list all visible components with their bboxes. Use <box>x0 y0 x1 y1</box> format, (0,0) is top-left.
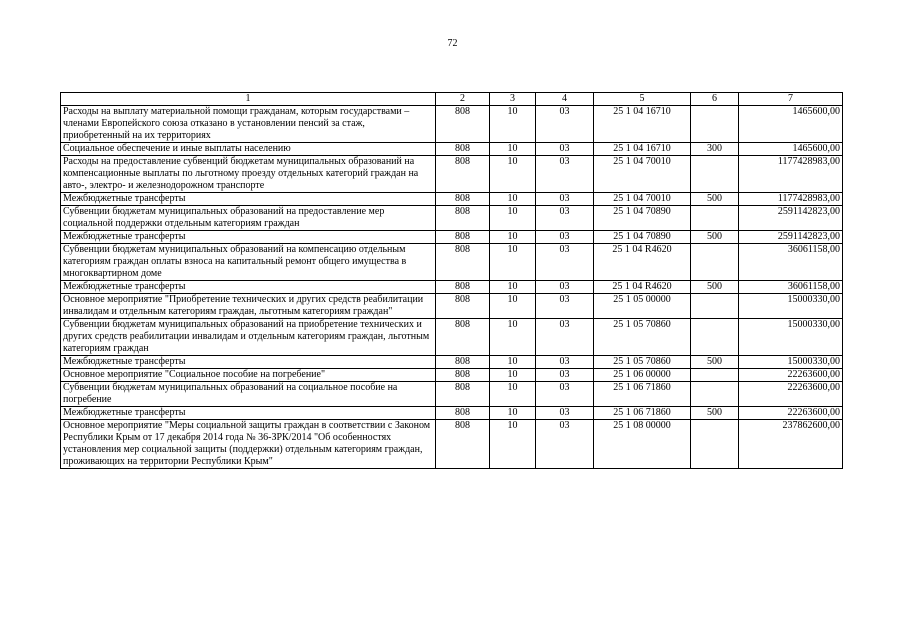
row-amount: 1465600,00 <box>739 143 843 156</box>
row-ved-code: 808 <box>436 206 490 231</box>
table-row <box>61 244 843 281</box>
row-subsection-code: 03 <box>536 193 594 206</box>
row-subsection-code: 03 <box>536 231 594 244</box>
column-header-2: 2 <box>436 93 490 106</box>
table-row <box>61 294 843 319</box>
row-target-article-code: 25 1 04 R4620 <box>594 281 691 294</box>
table-row <box>61 231 843 244</box>
row-target-article-code: 25 1 05 00000 <box>594 294 691 319</box>
row-target-article-code: 25 1 06 00000 <box>594 369 691 382</box>
row-expense-type-code <box>691 106 739 143</box>
row-amount: 15000330,00 <box>739 319 843 356</box>
row-name: Расходы на выплату материальной помощи гражданам, которым государствами – членами Европейского союза отказано в установлении пенсий за стаж, приобретенный на их территориях <box>61 106 436 143</box>
row-target-article-code: 25 1 04 16710 <box>594 106 691 143</box>
row-amount: 1177428983,00 <box>739 193 843 206</box>
row-amount: 36061158,00 <box>739 244 843 281</box>
row-name: Субвенции бюджетам муниципальных образований на приобретение технических и других средств реабилитации инвалидам и отдельным категориям граждан, льготным категориям граждан <box>61 319 436 356</box>
row-target-article-code: 25 1 04 16710 <box>594 143 691 156</box>
row-section-code: 10 <box>490 356 536 369</box>
row-name: Основное мероприятие "Приобретение технических и других средств реабилитации инвалидам и отдельным категориям граждан, льготным категориям граждан" <box>61 294 436 319</box>
row-section-code: 10 <box>490 281 536 294</box>
table-row <box>61 193 843 206</box>
row-amount: 2591142823,00 <box>739 206 843 231</box>
row-subsection-code: 03 <box>536 382 594 407</box>
row-expense-type-code <box>691 294 739 319</box>
column-header-1: 1 <box>61 93 436 106</box>
row-section-code: 10 <box>490 244 536 281</box>
row-ved-code: 808 <box>436 193 490 206</box>
row-section-code: 10 <box>490 231 536 244</box>
row-subsection-code: 03 <box>536 143 594 156</box>
row-expense-type-code <box>691 369 739 382</box>
row-subsection-code: 03 <box>536 407 594 420</box>
row-subsection-code: 03 <box>536 420 594 469</box>
row-expense-type-code <box>691 420 739 469</box>
column-header-6: 6 <box>691 93 739 106</box>
row-ved-code: 808 <box>436 294 490 319</box>
row-subsection-code: 03 <box>536 106 594 143</box>
row-name: Межбюджетные трансферты <box>61 193 436 206</box>
row-amount: 36061158,00 <box>739 281 843 294</box>
column-header-4: 4 <box>536 93 594 106</box>
row-section-code: 10 <box>490 407 536 420</box>
row-target-article-code: 25 1 05 70860 <box>594 356 691 369</box>
row-amount: 2591142823,00 <box>739 231 843 244</box>
table-row <box>61 206 843 231</box>
row-expense-type-code <box>691 382 739 407</box>
table-row <box>61 356 843 369</box>
row-amount: 1465600,00 <box>739 106 843 143</box>
row-target-article-code: 25 1 04 70010 <box>594 193 691 206</box>
row-section-code: 10 <box>490 206 536 231</box>
row-expense-type-code <box>691 244 739 281</box>
row-section-code: 10 <box>490 106 536 143</box>
column-header-5: 5 <box>594 93 691 106</box>
row-ved-code: 808 <box>436 319 490 356</box>
row-expense-type-code <box>691 156 739 193</box>
table-row <box>61 106 843 143</box>
row-expense-type-code: 500 <box>691 281 739 294</box>
row-subsection-code: 03 <box>536 319 594 356</box>
row-section-code: 10 <box>490 294 536 319</box>
budget-table <box>60 92 843 469</box>
row-amount: 1177428983,00 <box>739 156 843 193</box>
row-expense-type-code: 500 <box>691 356 739 369</box>
table-row <box>61 382 843 407</box>
table-row <box>61 156 843 193</box>
row-section-code: 10 <box>490 193 536 206</box>
row-ved-code: 808 <box>436 356 490 369</box>
row-ved-code: 808 <box>436 143 490 156</box>
row-section-code: 10 <box>490 143 536 156</box>
row-name: Межбюджетные трансферты <box>61 407 436 420</box>
table-row <box>61 143 843 156</box>
row-section-code: 10 <box>490 420 536 469</box>
row-ved-code: 808 <box>436 420 490 469</box>
page-number: 72 <box>447 38 458 49</box>
row-amount: 15000330,00 <box>739 294 843 319</box>
table-row <box>61 369 843 382</box>
row-subsection-code: 03 <box>536 206 594 231</box>
row-subsection-code: 03 <box>536 281 594 294</box>
row-ved-code: 808 <box>436 382 490 407</box>
row-expense-type-code: 500 <box>691 231 739 244</box>
row-ved-code: 808 <box>436 281 490 294</box>
row-name: Межбюджетные трансферты <box>61 281 436 294</box>
row-amount: 22263600,00 <box>739 369 843 382</box>
row-ved-code: 808 <box>436 106 490 143</box>
row-subsection-code: 03 <box>536 294 594 319</box>
row-name: Межбюджетные трансферты <box>61 231 436 244</box>
table-row <box>61 281 843 294</box>
table-body <box>61 106 843 469</box>
row-target-article-code: 25 1 04 70010 <box>594 156 691 193</box>
row-subsection-code: 03 <box>536 156 594 193</box>
row-target-article-code: 25 1 08 00000 <box>594 420 691 469</box>
table-row <box>61 407 843 420</box>
row-ved-code: 808 <box>436 369 490 382</box>
row-section-code: 10 <box>490 382 536 407</box>
row-target-article-code: 25 1 04 70890 <box>594 231 691 244</box>
header-row <box>61 93 843 106</box>
row-ved-code: 808 <box>436 156 490 193</box>
row-subsection-code: 03 <box>536 356 594 369</box>
row-target-article-code: 25 1 04 R4620 <box>594 244 691 281</box>
row-name: Субвенции бюджетам муниципальных образований на предоставление мер социальной поддержки отдельным категориям граждан <box>61 206 436 231</box>
row-subsection-code: 03 <box>536 369 594 382</box>
row-name: Основное мероприятие "Меры социальной защиты граждан в соответствии с Законом Республики Крым от 17 декабря 2014 года № 36-ЗРК/2014 "Об особенностях установления мер социальной защиты (поддержки) отдельным категориям граждан, проживающих на территории Республики Крым" <box>61 420 436 469</box>
row-amount: 237862600,00 <box>739 420 843 469</box>
row-expense-type-code: 300 <box>691 143 739 156</box>
row-target-article-code: 25 1 06 71860 <box>594 407 691 420</box>
row-ved-code: 808 <box>436 231 490 244</box>
row-name: Межбюджетные трансферты <box>61 356 436 369</box>
table-row <box>61 319 843 356</box>
row-amount: 22263600,00 <box>739 382 843 407</box>
row-name: Социальное обеспечение и иные выплаты населению <box>61 143 436 156</box>
row-target-article-code: 25 1 05 70860 <box>594 319 691 356</box>
row-amount: 22263600,00 <box>739 407 843 420</box>
column-header-7: 7 <box>739 93 843 106</box>
row-target-article-code: 25 1 06 71860 <box>594 382 691 407</box>
row-name: Субвенции бюджетам муниципальных образований на компенсацию отдельным категориям граждан оплаты взноса на капитальный ремонт общего имущества в многоквартирном доме <box>61 244 436 281</box>
row-name: Основное мероприятие "Социальное пособие на погребение" <box>61 369 436 382</box>
row-expense-type-code: 500 <box>691 407 739 420</box>
row-subsection-code: 03 <box>536 244 594 281</box>
row-expense-type-code <box>691 319 739 356</box>
row-ved-code: 808 <box>436 244 490 281</box>
row-section-code: 10 <box>490 156 536 193</box>
table-row <box>61 420 843 469</box>
row-name: Субвенции бюджетам муниципальных образований на социальное пособие на погребение <box>61 382 436 407</box>
row-section-code: 10 <box>490 369 536 382</box>
row-ved-code: 808 <box>436 407 490 420</box>
row-expense-type-code: 500 <box>691 193 739 206</box>
row-expense-type-code <box>691 206 739 231</box>
row-section-code: 10 <box>490 319 536 356</box>
row-name: Расходы на предоставление субвенций бюджетам муниципальных образований на компенсационные выплаты по льготному проезду отдельных категорий граждан на авто-, электро- и железнодорожном транспорте <box>61 156 436 193</box>
row-amount: 15000330,00 <box>739 356 843 369</box>
row-target-article-code: 25 1 04 70890 <box>594 206 691 231</box>
column-header-3: 3 <box>490 93 536 106</box>
